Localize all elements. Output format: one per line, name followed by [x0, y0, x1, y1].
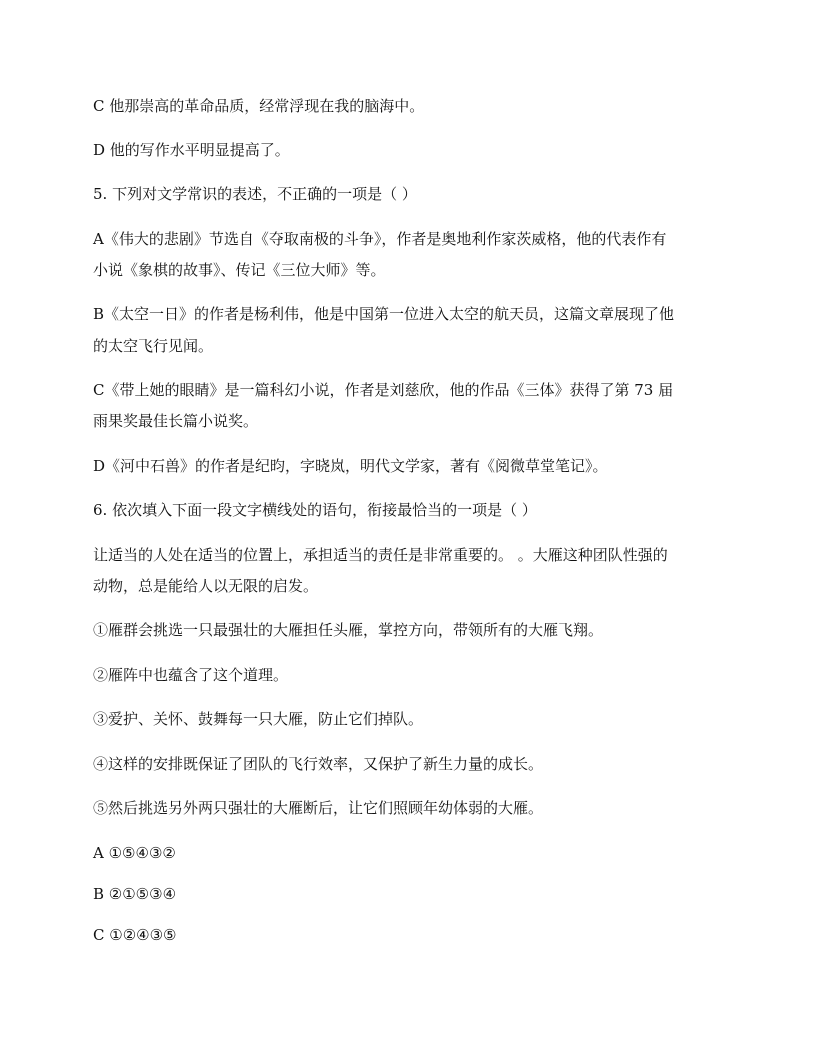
- q5-option-b-line2: 的太空飞行见闻。: [93, 337, 214, 355]
- q6-option-c: C ①②④③⑤: [93, 926, 177, 944]
- q6-option-a: A ①⑤④③②: [93, 844, 176, 862]
- q5-option-c-line2: 雨果奖最佳长篇小说奖。: [93, 412, 259, 430]
- q5-option-b-line1: B《太空一日》的作者是杨利伟，他是中国第一位进入太空的航天员，这篇文章展现了他: [93, 305, 675, 323]
- q6-passage-line1: 让适当的人处在适当的位置上，承担适当的责任是非常重要的。 。大雁这种团队性强的: [93, 546, 668, 564]
- q5-option-c-line1: C《带上她的眼睛》是一篇科幻小说，作者是刘慈欣，他的作品《三体》获得了第 73 届: [93, 381, 674, 399]
- q6-sentence-4: ④这样的安排既保证了团队的飞行效率，又保护了新生力量的成长。: [93, 755, 544, 773]
- q5-option-a-line2: 小说《象棋的故事》、传记《三位大师》等。: [93, 261, 386, 279]
- q6-sentence-2: ②雁阵中也蕴含了这个道理。: [93, 666, 289, 684]
- question-6-stem: 6. 依次填入下面一段文字横线处的语句，衔接最恰当的一项是（ ）: [93, 501, 537, 519]
- q4-option-d: D 他的写作水平明显提高了。: [93, 141, 290, 159]
- q5-option-d: D《河中石兽》的作者是纪昀，字晓岚，明代文学家，著有《阅微草堂笔记》。: [93, 457, 608, 475]
- question-5-stem: 5. 下列对文学常识的表述，不正确的一项是（ ）: [93, 185, 417, 203]
- q6-sentence-1: ①雁群会挑选一只最强壮的大雁担任头雁，掌控方向，带领所有的大雁飞翔。: [93, 621, 604, 639]
- q6-option-b: B ②①⑤③④: [93, 885, 177, 903]
- q6-passage-line2: 动物，总是能给人以无限的启发。: [93, 577, 319, 595]
- q4-option-c: C 他那崇高的革命品质，经常浮现在我的脑海中。: [93, 97, 425, 115]
- q6-sentence-5: ⑤然后挑选另外两只强壮的大雁断后，让它们照顾年幼体弱的大雁。: [93, 799, 544, 817]
- q5-option-a-line1: A《伟大的悲剧》节选自《夺取南极的斗争》，作者是奥地利作家茨威格，他的代表作有: [93, 230, 667, 248]
- q6-sentence-3: ③爱护、关怀、鼓舞每一只大雁，防止它们掉队。: [93, 710, 424, 728]
